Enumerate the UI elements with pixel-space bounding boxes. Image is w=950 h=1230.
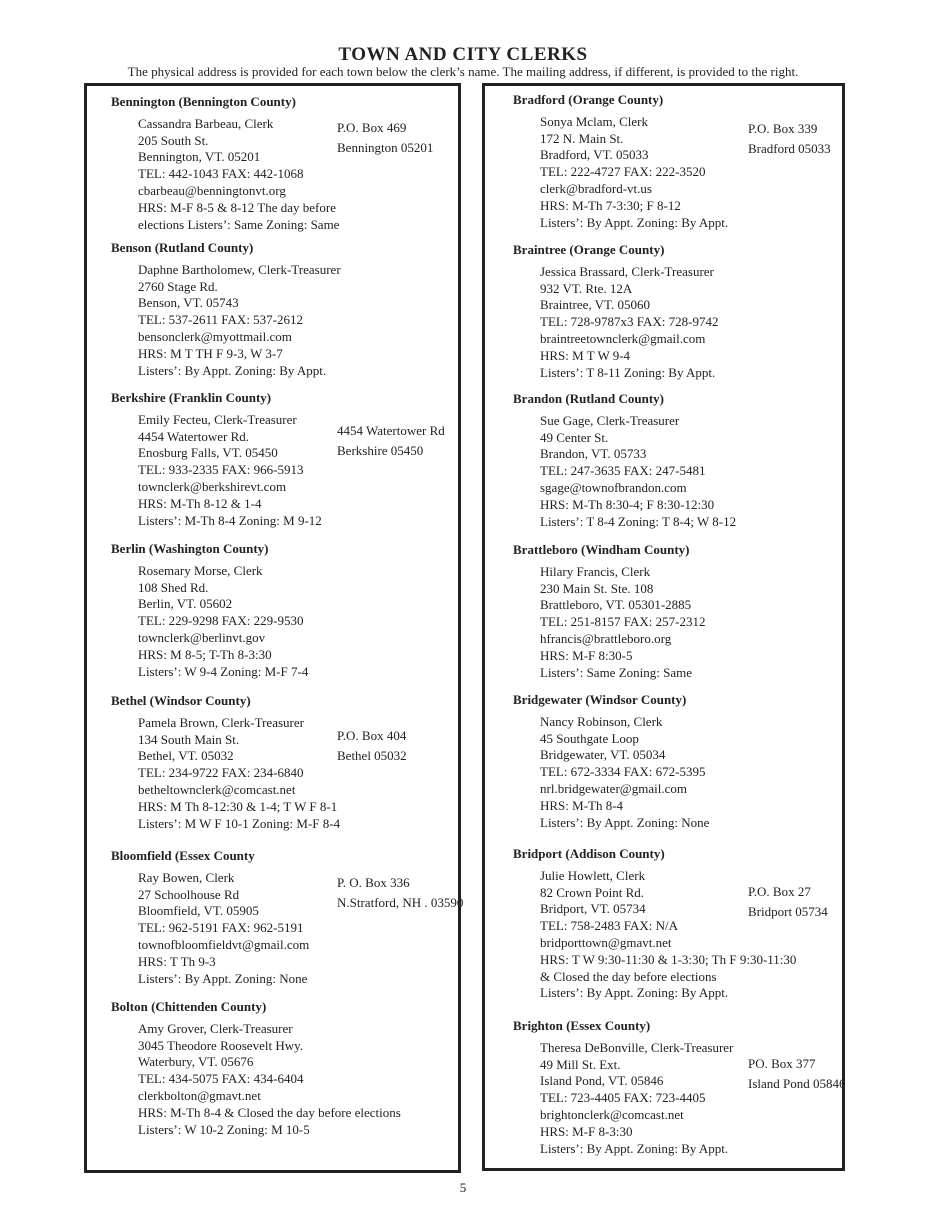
listers-zoning-line: Listers’: By Appt. Zoning: By Appt.	[540, 214, 729, 230]
clerk-name: Cassandra Barbeau, Clerk	[138, 115, 274, 131]
detail-line: 4454 Watertower Rd.	[138, 428, 249, 444]
hours-line: HRS: M-Th 8-4	[540, 797, 624, 813]
town-heading: Brandon (Rutland County)	[513, 391, 664, 406]
listers-zoning-line: Listers’: By Appt. Zoning: By Appt.	[138, 362, 327, 378]
entry-bennington	[111, 94, 339, 233]
clerk-details	[138, 563, 308, 681]
email-text: brightonclerk@comcast.net	[540, 1106, 684, 1122]
phone-line: TEL: 728-9787x3 FAX: 728-9742	[540, 314, 719, 330]
clerk-name: Julie Howlett, Clerk	[540, 867, 646, 883]
detail-line: Bridgewater, VT. 05034	[540, 747, 666, 763]
town-heading: Brattleboro (Windham County)	[513, 542, 690, 557]
listers-zoning-line: Listers’: By Appt. Zoning: None	[138, 970, 308, 986]
detail-line: 45 Southgate Loop	[540, 730, 639, 746]
clerk-name: Sue Gage, Clerk-Treasurer	[540, 412, 680, 428]
right-column	[482, 83, 845, 1171]
detail-line: 205 South St.	[138, 132, 209, 148]
detail-line: Enosburg Falls, VT. 05450	[138, 445, 278, 461]
email-text: clerkbolton@gmavt.net	[138, 1087, 261, 1103]
mailing-address	[748, 884, 828, 920]
town-heading: Bridport (Addison County)	[513, 846, 665, 861]
phone-line: TEL: 672-3334 FAX: 672-5395	[540, 764, 706, 780]
entry-brattleboro	[513, 542, 706, 681]
email-text: sgage@townofbrandon.com	[540, 479, 687, 495]
detail-line: 82 Crown Point Rd.	[540, 884, 645, 900]
mailing-address	[337, 875, 463, 911]
hours-line: HRS: T Th 9-3	[138, 953, 216, 969]
email-text: townclerk@berkshirevt.com	[138, 478, 287, 494]
listers-zoning-line: Listers’: By Appt. Zoning: By Appt.	[540, 985, 729, 1001]
detail-line: 49 Center St.	[540, 429, 609, 445]
mailing-line: PO. Box 377	[748, 1056, 816, 1071]
entry-bloomfield	[111, 848, 309, 987]
detail-line: Waterbury, VT. 05676	[138, 1054, 254, 1070]
entry-bradford	[513, 92, 728, 231]
mailing-line: Berkshire 05450	[337, 443, 424, 458]
clerk-name: Amy Grover, Clerk-Treasurer	[138, 1020, 293, 1036]
listers-zoning-line: Listers’: M W F 10-1 Zoning: M-F 8-4	[138, 815, 341, 831]
detail-line: 27 Schoolhouse Rd	[138, 886, 240, 902]
mailing-line: P.O. Box 404	[337, 728, 407, 743]
detail-line: 134 South Main St.	[138, 731, 240, 747]
listers-zoning-line: Listers’: T 8-4 Zoning: T 8-4; W 8-12	[540, 513, 737, 529]
phone-line: TEL: 442-1043 FAX: 442-1068	[138, 166, 304, 182]
phone-line: TEL: 758-2483 FAX: N/A	[540, 918, 679, 934]
detail-line: 172 N. Main St.	[540, 130, 624, 146]
clerk-name: Sonya Mclam, Clerk	[540, 113, 648, 129]
clerk-details	[138, 715, 340, 833]
town-heading: Bennington (Bennington County)	[111, 94, 296, 109]
clerk-name: Ray Bowen, Clerk	[138, 869, 235, 885]
listers-zoning-line: Listers’: M-Th 8-4 Zoning: M 9-12	[138, 512, 322, 528]
clerk-details	[138, 116, 339, 234]
mailing-line: N.Stratford, NH . 03590	[337, 895, 464, 910]
detail-line: elections Listers’: Same Zoning: Same	[138, 216, 340, 232]
clerk-name: Rosemary Morse, Clerk	[138, 562, 263, 578]
entry-berlin	[111, 541, 308, 680]
listers-zoning-line: Listers’: By Appt. Zoning: None	[540, 814, 710, 830]
town-heading: Bethel (Windsor County)	[111, 693, 251, 708]
detail-line: Island Pond, VT. 05846	[540, 1073, 664, 1089]
mailing-line: P. O. Box 336	[337, 875, 410, 890]
phone-line: TEL: 222-4727 FAX: 222-3520	[540, 164, 706, 180]
mailing-address	[748, 121, 831, 157]
entry-berkshire	[111, 390, 322, 529]
town-heading: Bloomfield (Essex County	[111, 848, 255, 863]
hours-line: HRS: M T TH F 9-3, W 3-7	[138, 345, 283, 361]
hours-line: HRS: M T W 9-4	[540, 347, 631, 363]
phone-line: TEL: 251-8157 FAX: 257-2312	[540, 614, 706, 630]
mailing-address	[337, 423, 445, 459]
phone-line: TEL: 247-3635 FAX: 247-5481	[540, 463, 706, 479]
clerk-name: Hilary Francis, Clerk	[540, 563, 651, 579]
town-heading: Benson (Rutland County)	[111, 240, 254, 255]
detail-line: 49 Mill St. Ext.	[540, 1056, 621, 1072]
detail-line: 932 VT. Rte. 12A	[540, 280, 633, 296]
clerk-name: Pamela Brown, Clerk-Treasurer	[138, 714, 304, 730]
mailing-address	[748, 1056, 846, 1092]
detail-line: Bradford, VT. 05033	[540, 147, 649, 163]
email-text: clerk@bradford-vt.us	[540, 180, 652, 196]
phone-line: TEL: 434-5075 FAX: 434-6404	[138, 1071, 304, 1087]
detail-line: 3045 Theodore Roosevelt Hwy.	[138, 1037, 304, 1053]
mailing-address	[337, 728, 407, 764]
hours-line: HRS: M-F 8-3:30	[540, 1123, 633, 1139]
detail-line: Bethel, VT. 05032	[138, 748, 234, 764]
hours-line: HRS: M-Th 7-3:30; F 8-12	[540, 197, 681, 213]
page-number: 5	[459, 1180, 467, 1195]
clerk-details	[138, 870, 309, 988]
mailing-line: P.O. Box 469	[337, 120, 407, 135]
phone-line: TEL: 723-4405 FAX: 723-4405	[540, 1090, 706, 1106]
clerk-details	[540, 264, 719, 382]
email-text: cbarbeau@benningtonvt.org	[138, 182, 286, 198]
clerk-details	[540, 413, 736, 531]
listers-zoning-line: Listers’: Same Zoning: Same	[540, 664, 693, 680]
mailing-line: P.O. Box 339	[748, 121, 818, 136]
entry-benson	[111, 240, 341, 379]
entry-braintree	[513, 242, 719, 381]
clerk-details	[540, 1040, 733, 1158]
clerk-name: Emily Fecteu, Clerk-Treasurer	[138, 411, 297, 427]
mailing-line: Bridport 05734	[748, 904, 828, 919]
email-text: betheltownclerk@comcast.net	[138, 781, 296, 797]
listers-zoning-line: Listers’: W 10-2 Zoning: M 10-5	[138, 1121, 310, 1137]
entry-bethel	[111, 693, 340, 832]
detail-line: Benson, VT. 05743	[138, 295, 239, 311]
phone-line: TEL: 234-9722 FAX: 234-6840	[138, 765, 304, 781]
page-title: TOWN AND CITY CLERKS	[338, 44, 588, 65]
clerk-details	[540, 564, 706, 682]
clerk-name: Nancy Robinson, Clerk	[540, 713, 663, 729]
detail-line: Brattleboro, VT. 05301-2885	[540, 597, 692, 613]
left-column	[84, 83, 464, 1173]
email-text: townclerk@berlinvt.gov	[138, 629, 266, 645]
hours-line: HRS: M 8-5; T-Th 8-3:30	[138, 646, 272, 662]
listers-zoning-line: Listers’: T 8-11 Zoning: By Appt.	[540, 364, 716, 380]
detail-line: Bridport, VT. 05734	[540, 901, 646, 917]
clerk-name: Theresa DeBonville, Clerk-Treasurer	[540, 1039, 734, 1055]
listers-zoning-line: Listers’: By Appt. Zoning: By Appt.	[540, 1140, 729, 1156]
clerk-details	[540, 714, 709, 832]
mailing-line: Bradford 05033	[748, 141, 831, 156]
page-subtitle: The physical address is provided for each town below the clerk’s name. The mailing address, if different, is provided to the right.	[127, 64, 799, 79]
town-heading: Berlin (Washington County)	[111, 541, 269, 556]
detail-line: Braintree, VT. 05060	[540, 297, 650, 313]
clerk-name: Jessica Brassard, Clerk-Treasurer	[540, 263, 714, 279]
clerk-details	[138, 1021, 401, 1139]
detail-line: Bloomfield, VT. 05905	[138, 903, 259, 919]
email-text: bensonclerk@myottmail.com	[138, 328, 292, 344]
hours-line: HRS: M-F 8:30-5	[540, 647, 633, 663]
detail-line: 230 Main St. Ste. 108	[540, 580, 654, 596]
detail-line: Bennington, VT. 05201	[138, 149, 261, 165]
mailing-line: 4454 Watertower Rd	[337, 423, 445, 438]
mailing-line: Bennington 05201	[337, 140, 434, 155]
phone-line: TEL: 933-2335 FAX: 966-5913	[138, 462, 304, 478]
clerk-details	[138, 262, 341, 380]
hours-line: HRS: M-Th 8-12 & 1-4	[138, 495, 262, 511]
entry-bridgewater	[513, 692, 709, 831]
hours-line: HRS: M-F 8-5 & 8-12 The day before	[138, 199, 336, 215]
email-text: bridporttown@gmavt.net	[540, 934, 672, 950]
entry-brandon	[513, 391, 736, 530]
entry-bridport	[513, 846, 796, 1002]
hours-line: HRS: M-Th 8:30-4; F 8:30-12:30	[540, 496, 715, 512]
phone-line: TEL: 962-5191 FAX: 962-5191	[138, 920, 304, 936]
town-heading: Berkshire (Franklin County)	[111, 390, 272, 405]
town-heading: Bridgewater (Windsor County)	[513, 692, 687, 707]
entry-bolton	[111, 999, 401, 1138]
mailing-address	[337, 120, 433, 156]
email-text: nrl.bridgewater@gmail.com	[540, 780, 687, 796]
email-text: braintreetownclerk@gmail.com	[540, 330, 706, 346]
listers-zoning-line: Listers’: W 9-4 Zoning: M-F 7-4	[138, 663, 309, 679]
mailing-line: P.O. Box 27	[748, 884, 811, 899]
email-text: townofbloomfieldvt@gmail.com	[138, 936, 310, 952]
email-text: hfrancis@brattleboro.org	[540, 630, 672, 646]
town-heading: Braintree (Orange County)	[513, 242, 665, 257]
town-heading: Bradford (Orange County)	[513, 92, 664, 107]
mailing-line: Island Pond 05846	[748, 1076, 846, 1091]
detail-line: 2760 Stage Rd.	[138, 278, 218, 294]
entry-brighton	[513, 1018, 733, 1157]
detail-line: Berlin, VT. 05602	[138, 596, 233, 612]
detail-line: & Closed the day before elections	[540, 968, 717, 984]
town-heading: Brighton (Essex County)	[513, 1018, 651, 1033]
detail-line: Brandon, VT. 05733	[540, 446, 647, 462]
hours-line: HRS: T W 9:30-11:30 & 1-3:30; Th F 9:30-11:30	[540, 951, 797, 967]
clerk-name: Daphne Bartholomew, Clerk-Treasurer	[138, 261, 341, 277]
mailing-line: Bethel 05032	[337, 748, 407, 763]
hours-line: HRS: M Th 8-12:30 & 1-4; T W F 8-1	[138, 798, 338, 814]
phone-line: TEL: 537-2611 FAX: 537-2612	[138, 312, 304, 328]
hours-line: HRS: M-Th 8-4 & Closed the day before elections	[138, 1104, 401, 1120]
clerk-details	[138, 412, 322, 530]
town-heading: Bolton (Chittenden County)	[111, 999, 267, 1014]
phone-line: TEL: 229-9298 FAX: 229-9530	[138, 613, 304, 629]
detail-line: 108 Shed Rd.	[138, 579, 209, 595]
clerk-details	[540, 114, 728, 232]
